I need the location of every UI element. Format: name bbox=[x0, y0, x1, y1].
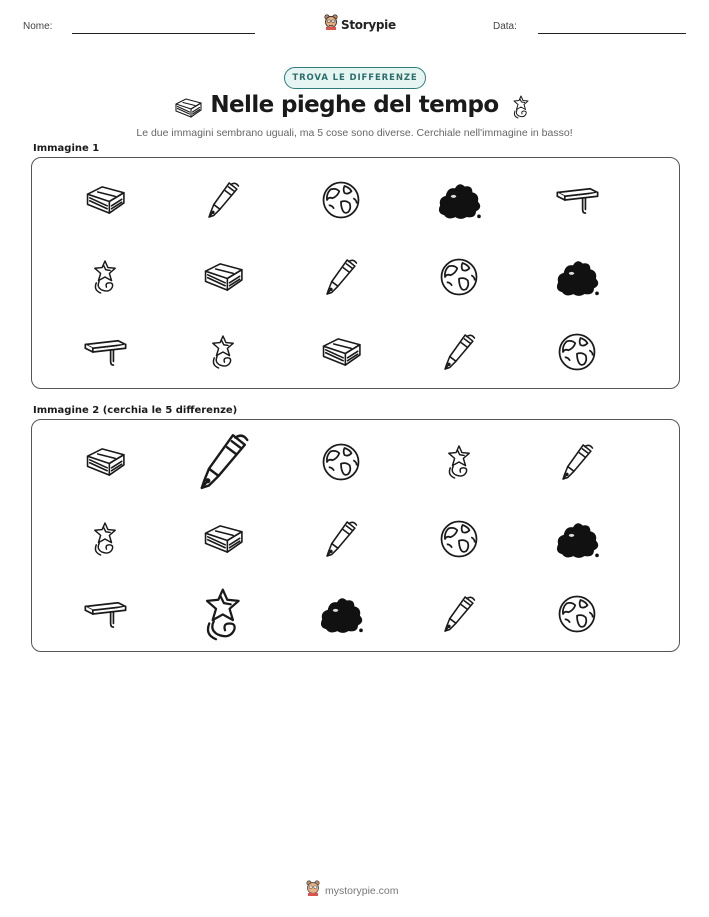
star-swirl-icon[interactable] bbox=[198, 585, 248, 644]
shelf-icon[interactable] bbox=[82, 599, 128, 629]
globe-icon bbox=[556, 331, 598, 373]
date-field-line[interactable] bbox=[538, 33, 686, 34]
star-swirl-icon[interactable] bbox=[443, 443, 475, 481]
star-swirl-icon bbox=[89, 258, 121, 296]
storypie-mascot-icon bbox=[306, 880, 320, 901]
book-icon bbox=[201, 261, 245, 293]
fountain-pen-icon bbox=[324, 256, 358, 298]
shelf-icon bbox=[554, 185, 600, 215]
fountain-pen-icon bbox=[206, 179, 240, 221]
globe-icon bbox=[438, 256, 480, 298]
fountain-pen-icon bbox=[442, 331, 476, 373]
image-1-label: Immagine 1 bbox=[33, 143, 100, 154]
footer-site: mystorypie.com bbox=[325, 884, 399, 897]
page-title: Nelle pieghe del tempo bbox=[210, 92, 499, 118]
globe-icon[interactable] bbox=[320, 441, 362, 483]
ink-blot-icon[interactable] bbox=[553, 519, 601, 559]
globe-icon[interactable] bbox=[438, 518, 480, 560]
globe-icon bbox=[320, 179, 362, 221]
shelf-icon bbox=[82, 337, 128, 367]
book-icon bbox=[83, 184, 127, 216]
book-icon[interactable] bbox=[201, 523, 245, 555]
image-1-panel bbox=[31, 157, 680, 389]
ink-blot-icon[interactable] bbox=[317, 594, 365, 634]
footer bbox=[306, 880, 399, 901]
name-label: Nome: bbox=[23, 21, 53, 32]
fountain-pen-icon[interactable] bbox=[560, 441, 594, 483]
book-icon bbox=[319, 336, 363, 368]
star-swirl-icon bbox=[207, 333, 239, 371]
ink-blot-icon bbox=[435, 180, 483, 220]
star-swirl-icon[interactable] bbox=[89, 520, 121, 558]
activity-badge: TROVA LE DIFFERENZE bbox=[284, 67, 426, 89]
fountain-pen-icon[interactable] bbox=[324, 518, 358, 560]
fountain-pen-icon[interactable] bbox=[197, 429, 250, 494]
date-label: Data: bbox=[493, 21, 517, 32]
image-2-label: Immagine 2 (cerchia le 5 differenze) bbox=[33, 405, 238, 416]
globe-icon[interactable] bbox=[556, 593, 598, 635]
instructions: Le due immagini sembrano uguali, ma 5 cose sono diverse. Cerchiale nell'immagine in basso! bbox=[136, 127, 573, 139]
brand-name: Storypie bbox=[341, 17, 396, 32]
fountain-pen-icon[interactable] bbox=[442, 593, 476, 635]
image-2-panel[interactable] bbox=[31, 419, 680, 652]
book-icon[interactable] bbox=[83, 446, 127, 478]
name-field-line[interactable] bbox=[72, 33, 255, 34]
brand-logo bbox=[324, 14, 396, 35]
ink-blot-icon bbox=[553, 257, 601, 297]
star-swirl-icon bbox=[510, 94, 532, 125]
storypie-mascot-icon bbox=[324, 14, 338, 35]
